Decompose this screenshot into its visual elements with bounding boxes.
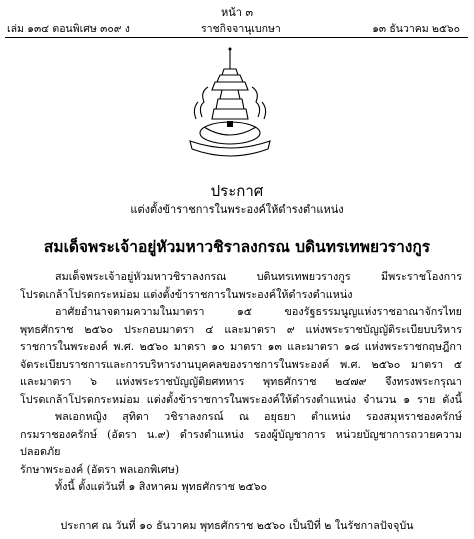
- king-name-heading: สมเด็จพระเจ้าอยู่หัวมหาวชิราลงกรณ บดินทรเทพยวรางกูร: [43, 237, 431, 256]
- royal-emblem-icon: [180, 47, 280, 167]
- publication-date: ๑๓ ธันวาคม ๒๕๖๐: [372, 23, 460, 35]
- body-line: สมเด็จพระเจ้าอยู่หัวมหาวชิราลงกรณ บดินทรเทพยวรางกูร มีพระราชโองการ: [55, 270, 462, 283]
- document-title: ประกาศ: [210, 182, 264, 200]
- document-subtitle: แต่งตั้งข้าราชการในพระองค์ให้ดำรงตำแหน่ง: [130, 203, 344, 216]
- publication-name: ราชกิจจานุเบกษา: [201, 23, 281, 35]
- page-number: หน้า ๓: [221, 6, 253, 19]
- body-line: กรมราชองครักษ์ (อัตรา น.๙) ดำรงตำแหน่ง รองผู้บัญชาการ หน่วยบัญชาการถวายความปลอดภัย: [20, 427, 462, 458]
- body-line: โปรดเกล้าโปรดกระหม่อม แต่งตั้งข้าราชการในพระองค์ให้ดำรงตำแหน่ง: [20, 287, 353, 301]
- body-line: พลเอกหญิง สุทิดา วชิราลงกรณ์ ณ อยุธยา ตำแหน่ง รองสมุหราชองครักษ์: [55, 410, 462, 423]
- body-line: โปรดเกล้าโปรดกระหม่อม แต่งตั้งข้าราชการในพระองค์ให้ดำรงตำแหน่ง จำนวน ๑ ราย ดังนี้: [20, 392, 462, 406]
- body-line: จัดระเบียบราชการและการบริหารงานบุคคลของราชการในพระองค์ พ.ศ. ๒๕๖๐ มาตรา ๕: [20, 357, 462, 371]
- body-line: รักษาพระองค์ (อัตรา พลเอกพิเศษ): [20, 462, 180, 476]
- announcement-body: [20, 268, 462, 496]
- body-line: ราชการในพระองค์ พ.ศ. ๒๕๖๐ มาตรา ๑๐ มาตรา ๑๓ และมาตรา ๑๘ แห่งพระราชกฤษฎีกา: [20, 340, 462, 353]
- given-date-line: ประกาศ ณ วันที่ ๑๐ ธันวาคม พุทธศักราช ๒๕๖๐ เป็นปีที่ ๒ ในรัชกาลปัจจุบัน: [60, 519, 414, 532]
- body-line: ทั้งนี้ ตั้งแต่วันที่ ๑ สิงหาคม พุทธศักราช ๒๕๖๐: [55, 480, 268, 493]
- body-line: และมาตรา ๖ แห่งพระราชบัญญัติยศทหาร พุทธศักราช ๒๔๗๙ จึงทรงพระกรุณา: [20, 375, 462, 388]
- header-rule: [5, 37, 468, 38]
- volume-issue: เล่ม ๑๓๔ ตอนพิเศษ ๓๐๙ ง: [7, 23, 130, 35]
- body-line: อาศัยอำนาจตามความในมาตรา ๑๕ ของรัฐธรรมนูญแห่งราชอาณาจักรไทย: [55, 305, 462, 318]
- body-line: พุทธศักราช ๒๕๖๐ ประกอบมาตรา ๔ และมาตรา ๙ แห่งพระราชบัญญัติระเบียบบริหาร: [20, 322, 462, 336]
